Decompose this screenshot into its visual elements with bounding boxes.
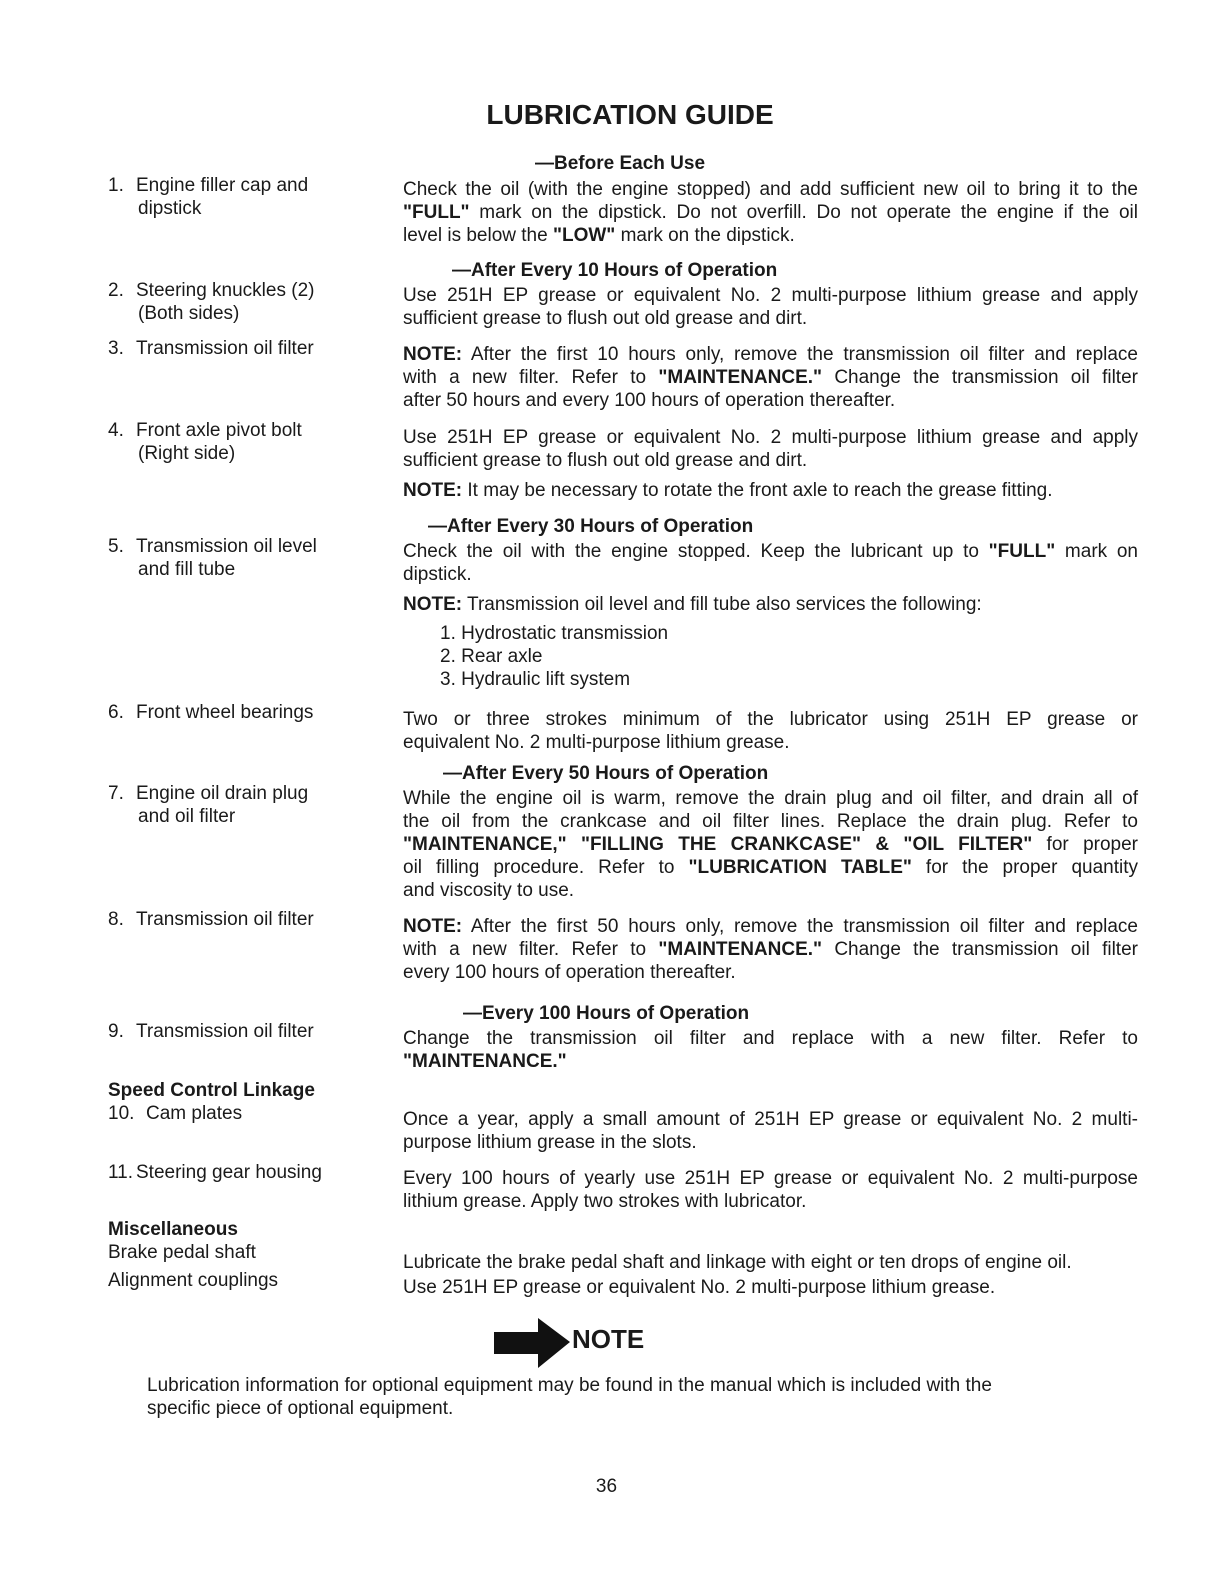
item-11-text: Every 100 hours of yearly use 251H EP grease or equivalent No. 2 multi-purpose lithium grease. Apply two strokes with lubricator. (403, 1168, 1138, 1212)
item-3-label: 3. Transmission oil filter (108, 338, 314, 359)
item-8-label: 8. Transmission oil filter (108, 909, 314, 930)
item-5-label: 5. Transmission oil level and fill tube (108, 536, 317, 580)
item-6-text: Two or three strokes minimum of the lubricator using 251H EP grease or equivalent No. 2 multi-purpose lithium grease. (403, 709, 1138, 753)
list-item: 2. Rear axle (440, 646, 543, 667)
item-10-label: 10. Cam plates (108, 1103, 243, 1124)
item-5-text: Check the oil with the engine stopped. Keep the lubricant up to "FULL" mark on dipstick. (403, 541, 1138, 585)
section-heading-after-10-hours: —After Every 10 Hours of Operation (452, 260, 778, 281)
item-2-text: Use 251H EP grease or equivalent No. 2 multi-purpose lithium grease and apply sufficient grease to flush out old grease and dirt. (403, 285, 1138, 329)
list-item: 1. Hydrostatic transmission (440, 623, 669, 644)
section-heading-before-each-use: —Before Each Use (535, 153, 706, 174)
item-5-note: NOTE: Transmission oil level and fill tube also services the following: (403, 594, 982, 615)
brake-pedal-label: Brake pedal shaft (108, 1242, 256, 1263)
item-1-text: Check the oil (with the engine stopped) and add sufficient new oil to bring it to the "FULL" mark on the dipstick. Do not overfill. Do not operate the engine if the oil level is below the "LOW" mark on the dipstick. (403, 179, 1138, 246)
item-4-note: NOTE: It may be necessary to rotate the front axle to reach the grease fitting. (403, 480, 1053, 501)
alignment-couplings-label: Alignment couplings (108, 1270, 279, 1291)
list-item: 3. Hydraulic lift system (440, 669, 631, 690)
item-11-label: 11. Steering gear housing (108, 1162, 322, 1183)
item-9-label: 9. Transmission oil filter (108, 1021, 314, 1042)
section-heading-every-100-hours: —Every 100 Hours of Operation (463, 1003, 750, 1024)
section-heading-after-50-hours: —After Every 50 Hours of Operation (443, 763, 769, 784)
brake-pedal-text: Lubricate the brake pedal shaft and linkage with eight or ten drops of engine oil. (403, 1252, 1072, 1273)
item-8-text: NOTE: After the first 50 hours only, remove the transmission oil filter and replace with a new filter. Refer to "MAINTENANCE." Change the transmission oil filter every 100 hours of operation thereafter. (403, 916, 1138, 983)
item-2-label: 2. Steering knuckles (2) (Both sides) (108, 280, 315, 324)
item-7-label: 7. Engine oil drain plug and oil filter (108, 783, 309, 827)
item-6-label: 6. Front wheel bearings (108, 702, 314, 723)
item-10-text: Once a year, apply a small amount of 251H EP grease or equivalent No. 2 multi- purpose lithium grease in the slots. (403, 1109, 1138, 1153)
arrow-right-icon (492, 1318, 572, 1370)
section-heading-after-30-hours: —After Every 30 Hours of Operation (428, 516, 754, 537)
item-5-services-list (440, 622, 740, 691)
item-1-label: 1. Engine filler cap and dipstick (108, 175, 309, 219)
item-7-text: While the engine oil is warm, remove the drain plug and oil filter, and drain all of the oil from the crankcase and oil filter lines. Replace the drain plug. Refer to "MAINTENANCE," "FILLING THE CRANKCASE" & "OIL FILTER" for proper oil filling procedure. Refer to "LUBRICATION TABLE" for the proper quantity and viscosity to use. (403, 788, 1139, 901)
item-3-text: NOTE: After the first 10 hours only, remove the transmission oil filter and replace with a new filter. Refer to "MAINTENANCE." Change the transmission oil filter after 50 hours and every 100 hours of operation thereafter. (403, 344, 1138, 411)
item-4-text: Use 251H EP grease or equivalent No. 2 multi-purpose lithium grease and apply sufficient grease to flush out old grease and dirt. (403, 427, 1138, 471)
note-callout (492, 1318, 672, 1368)
page-title: LUBRICATION GUIDE (486, 99, 774, 130)
item-4-label: 4. Front axle pivot bolt (Right side) (108, 420, 302, 464)
note-label: NOTE (572, 1324, 645, 1354)
miscellaneous-heading: Miscellaneous (108, 1219, 238, 1240)
item-9-text: Change the transmission oil filter and replace with a new filter. Refer to "MAINTENANCE." (403, 1028, 1138, 1072)
speed-control-heading: Speed Control Linkage (108, 1080, 315, 1101)
alignment-couplings-text: Use 251H EP grease or equivalent No. 2 multi-purpose lithium grease. (403, 1277, 996, 1298)
optional-equipment-note: Lubrication information for optional equipment may be found in the manual which is included with the specific piece of optional equipment. (147, 1375, 992, 1419)
page-number: 36 (595, 1476, 618, 1497)
